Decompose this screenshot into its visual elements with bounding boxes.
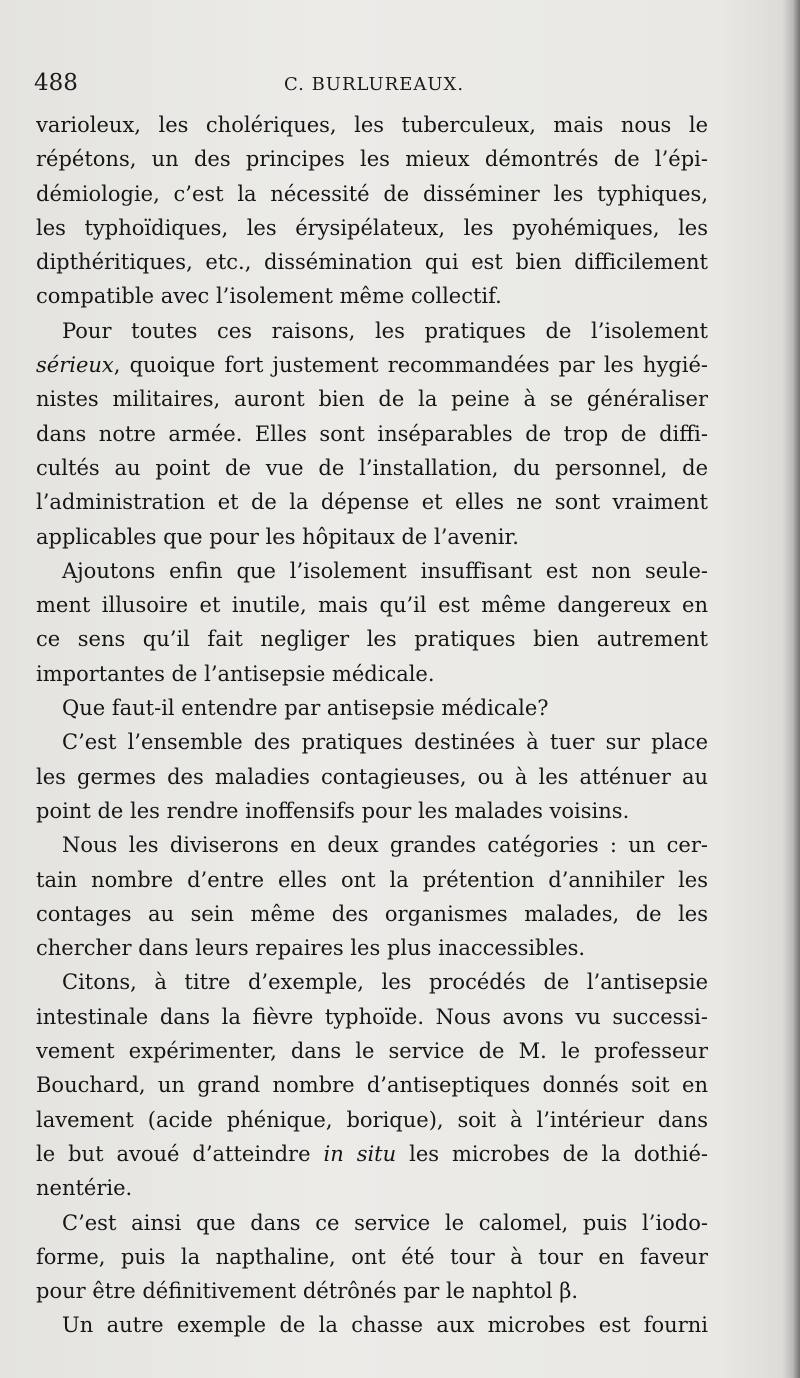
text-line bbox=[36, 1068, 708, 1102]
text-run: chercher dans leurs repaires les plus inaccessibles. bbox=[36, 936, 586, 961]
text-run: ment illusoire et inutile, mais qu’il est même dangereux en bbox=[36, 593, 708, 618]
text-line bbox=[36, 279, 708, 313]
text-line bbox=[36, 725, 708, 759]
page-header bbox=[34, 70, 734, 104]
text-line bbox=[36, 691, 708, 725]
text-line bbox=[36, 348, 708, 382]
text-run: Un autre exemple de la chasse aux microbes est fourni bbox=[62, 1313, 708, 1338]
text-run: Citons, à titre d’exemple, les procédés de l’antisepsie bbox=[62, 970, 708, 995]
text-run: C’est l’ensemble des pratiques destinées à tuer sur place bbox=[62, 730, 708, 755]
text-line bbox=[36, 520, 708, 554]
text-run: vement expérimenter, dans le service de M. le professeur bbox=[36, 1039, 708, 1064]
text-line bbox=[36, 1240, 708, 1274]
italic-text: sérieux bbox=[36, 353, 114, 378]
text-line bbox=[36, 863, 708, 897]
text-line bbox=[36, 108, 708, 142]
text-line bbox=[36, 1274, 708, 1308]
text-line bbox=[36, 485, 708, 519]
text-run: les germes des maladies contagieuses, ou à les atténuer au bbox=[36, 764, 708, 789]
text-line bbox=[36, 177, 708, 211]
text-line bbox=[36, 554, 708, 588]
text-line bbox=[36, 965, 708, 999]
text-run: Ajoutons enfin que l’isolement insuffisant est non seule- bbox=[62, 558, 708, 583]
text-line bbox=[36, 382, 708, 416]
text-line bbox=[36, 1103, 708, 1137]
italic-text: in situ bbox=[323, 1141, 397, 1166]
text-run: répétons, un des principes les mieux démontrés de l’épi- bbox=[36, 147, 708, 172]
text-line bbox=[36, 760, 708, 794]
text-line bbox=[36, 622, 708, 656]
text-run: tain nombre d’entre elles ont la prétention d’annihiler les bbox=[36, 867, 708, 892]
text-run: nistes militaires, auront bien de la peine à se généraliser bbox=[36, 387, 708, 412]
text-line bbox=[36, 1171, 708, 1205]
text-run: pour être définitivement détrônés par le naphtol β. bbox=[36, 1279, 579, 1304]
text-line bbox=[36, 451, 708, 485]
text-run: lavement (acide phénique, borique), soit à l’intérieur dans bbox=[36, 1107, 708, 1132]
text-run: ce sens qu’il fait negliger les pratiques bien autrement bbox=[36, 627, 708, 652]
text-run: Pour toutes ces raisons, les pratiques de l’isolement bbox=[62, 318, 708, 343]
text-line bbox=[36, 931, 708, 965]
text-run: Nous les diviserons en deux grandes catégories : un cer- bbox=[62, 833, 708, 858]
text-run: le but avoué d’atteindre bbox=[36, 1141, 324, 1166]
text-run: forme, puis la napthaline, ont été tour à tour en faveur bbox=[36, 1244, 708, 1269]
text-run: , quoique fort justement recommandées par les hygié- bbox=[113, 353, 708, 378]
text-line bbox=[36, 1034, 708, 1068]
text-run: importantes de l’antisepsie médicale. bbox=[36, 661, 435, 686]
text-run: varioleux, les cholériques, les tuberculeux, mais nous le bbox=[36, 113, 708, 137]
text-run: point de les rendre inoffensifs pour les malades voisins. bbox=[36, 798, 630, 823]
text-line bbox=[36, 1206, 708, 1240]
text-line bbox=[36, 314, 708, 348]
text-line bbox=[36, 142, 708, 176]
text-run: dans notre armée. Elles sont inséparables de trop de diffi- bbox=[36, 421, 708, 446]
text-run: l’administration et de la dépense et elles ne sont vraiment bbox=[36, 490, 708, 515]
text-line bbox=[36, 1000, 708, 1034]
text-line bbox=[36, 417, 708, 451]
body-text bbox=[36, 108, 708, 1343]
text-run: applicables que pour les hôpitaux de l’avenir. bbox=[36, 524, 519, 549]
text-run: contages au sein même des organismes malades, de les bbox=[36, 901, 708, 926]
text-run: Que faut-il entendre par antisepsie médicale? bbox=[62, 696, 549, 721]
text-line bbox=[36, 897, 708, 931]
text-run: nentérie. bbox=[36, 1176, 133, 1201]
text-run: compatible avec l’isolement même collectif. bbox=[36, 284, 502, 309]
running-head: C. BURLUREAUX. bbox=[284, 74, 465, 95]
text-line bbox=[36, 1308, 708, 1342]
text-run: dipthéritiques, etc., dissémination qui est bien difficilement bbox=[36, 250, 708, 275]
text-line bbox=[36, 245, 708, 279]
text-line bbox=[36, 211, 708, 245]
page-edge-shadow bbox=[782, 0, 800, 1378]
text-line bbox=[36, 828, 708, 862]
text-line bbox=[36, 794, 708, 828]
text-run: démiologie, c’est la nécessité de disséminer les typhiques, bbox=[36, 181, 708, 206]
text-run: Bouchard, un grand nombre d’antiseptiques donnés soit en bbox=[36, 1073, 708, 1098]
page-number: 488 bbox=[34, 70, 78, 96]
text-line bbox=[36, 1137, 708, 1171]
text-run: intestinale dans la fièvre typhoïde. Nous avons vu successi- bbox=[36, 1004, 708, 1029]
text-run: les microbes de la dothié- bbox=[396, 1141, 708, 1166]
text-line bbox=[36, 588, 708, 622]
text-run: cultés au point de vue de l’installation, du personnel, de bbox=[36, 455, 708, 480]
text-run: C’est ainsi que dans ce service le calomel, puis l’iodo- bbox=[62, 1210, 708, 1235]
text-run: les typhoïdiques, les érysipélateux, les pyohémiques, les bbox=[36, 215, 708, 240]
text-line bbox=[36, 657, 708, 691]
